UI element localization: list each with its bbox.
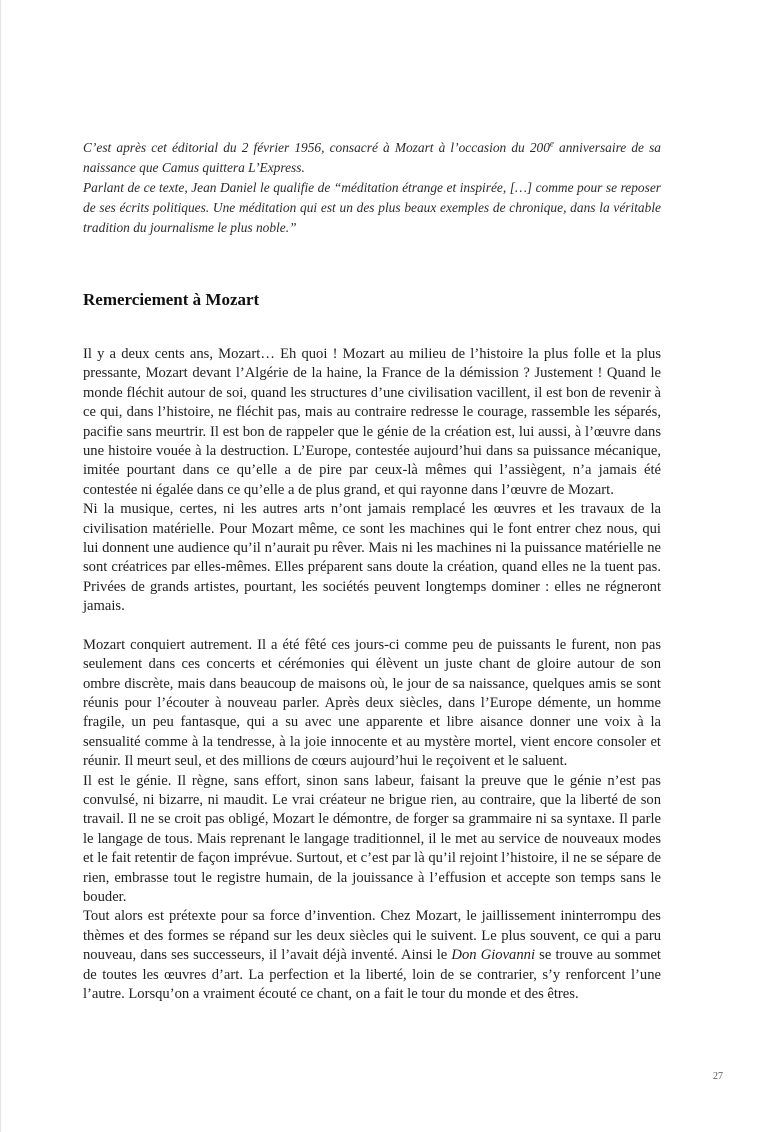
article-title: Remerciement à Mozart	[83, 290, 260, 309]
editorial-note	[83, 138, 661, 238]
intro-line-1-end: anniversaire de sa naissance que Camus quittera L’Express.	[83, 140, 661, 175]
paragraph	[83, 907, 661, 1004]
intro-line-1	[83, 138, 661, 178]
paragraph-text: se trouve au sommet de toutes les œuvres d’art. La perfection et la liberté, loin de se contrarier, s’y renforcent l’une l’autre. Lorsqu’on a vraiment écouté ce chant, on a fait le tour du monde et des êtres.	[83, 947, 661, 1002]
paragraph: Il est le génie. Il règne, sans effort, sinon sans labeur, faisant la preuve que le génie n’est pas convulsé, ni bizarre, ni maudit. Le vrai créateur ne brigue rien, au contraire, que la liberté de son travail. Il ne se croit pas obligé, Mozart le démontre, de forger sa grammaire ni sa syntaxe. Il parle le langage de tous. Mais reprenant le langage traditionnel, il le met au service de nouveaux modes et le fait retentir de façon imprévue. Surtout, et c’est par là qu’il rejoint l’histoire, il ne se sépare de rien, embrasse tout le registre humain, de la jouissance à l’effusion et accepte son temps sans le bouder.	[83, 772, 661, 905]
page-number: 27	[713, 1071, 723, 1082]
paragraph: Il y a deux cents ans, Mozart… Eh quoi ! Mozart au milieu de l’histoire la plus folle et la plus pressante, Mozart devant l’Algérie de la haine, la France de la démission ? Justement ! Quand le monde fléchit autour de soi, quand les structures d’une civilisation vacillent, il est bon de revenir à ce qui, dans l’histoire, ne fléchit pas, mais au contraire redresse le courage, rassemble les séparés, pacifie sans meurtrir. Il est bon de rappeler que le génie de la création est, lui aussi, à l’œuvre dans une histoire vouée à la destruction. L’Europe, contestée aujourd’hui dans sa puissance mécanique, imitée pourtant dans ce qu’elle a de pire par ceux-là mêmes qui l’assiègent, n’a jamais été contestée ni égalée dans ce qu’elle a de plus grand, et qui rayonne dans l’œuvre de Mozart.	[83, 346, 661, 498]
intro-line-2: Parlant de ce texte, Jean Daniel le qualifie de “méditation étrange et inspirée, […] comme pour se reposer de ses écrits politiques. Une méditation qui est un des plus beaux exemples de chronique, dans la véritable tradition du journalisme le plus noble.”	[83, 180, 661, 235]
paragraph-text: Tout alors est prétexte pour sa force d’invention. Chez Mozart, le jaillissement ininterrompu des thèmes et des formes se répand sur les deux siècles qui le suivent. Le plus souvent, ce qui a paru nouveau, dans ses successeurs, il l’avait déjà inventé. Ainsi le	[83, 908, 661, 964]
opera-title: Don Giovanni	[451, 947, 536, 964]
paragraph: Mozart conquiert autrement. Il a été fêté ces jours-ci comme peu de puissants le furent, non pas seulement dans ces concerts et cérémonies qui élèvent un juste chant de gloire autour de son ombre discrète, mais dans beaucoup de maisons où, le jour de sa naissance, quelques amis se sont réunis pour l’écouter à nouveau parler. Après deux siècles, dans l’Europe démente, un homme fragile, un peu fantasque, qui a su avec une apparente et libre aisance donner une voix à la sensualité comme à la tendresse, à la joie innocente et au mystère mortel, vient encore consoler et réunir. Il meurt seul, et des millions de cœurs aujourd’hui le reçoivent et le saluent.	[83, 636, 661, 770]
intro-line-1-start: C’est après cet éditorial du 2 février 1956, consacré à Mozart à l’occasion du 200	[83, 140, 550, 155]
paragraph: Ni la musique, certes, ni les autres arts n’ont jamais remplacé les œuvres et les travaux de la civilisation matérielle. Pour Mozart même, ce sont les machines qui le font entrer chez nous, qui lui donnent une audience qu’il n’aurait pu rêver. Mais ni les machines ni la puissance matérielle ne sont créatrices par elles-mêmes. Elles préparent sans doute la création, quand elles ne la tuent pas. Privées de grands artistes, pourtant, les sociétés peuvent longtemps dominer : elles ne régneront jamais.	[83, 501, 661, 615]
ordinal-superscript: e	[549, 138, 554, 149]
article-body	[83, 345, 661, 1004]
